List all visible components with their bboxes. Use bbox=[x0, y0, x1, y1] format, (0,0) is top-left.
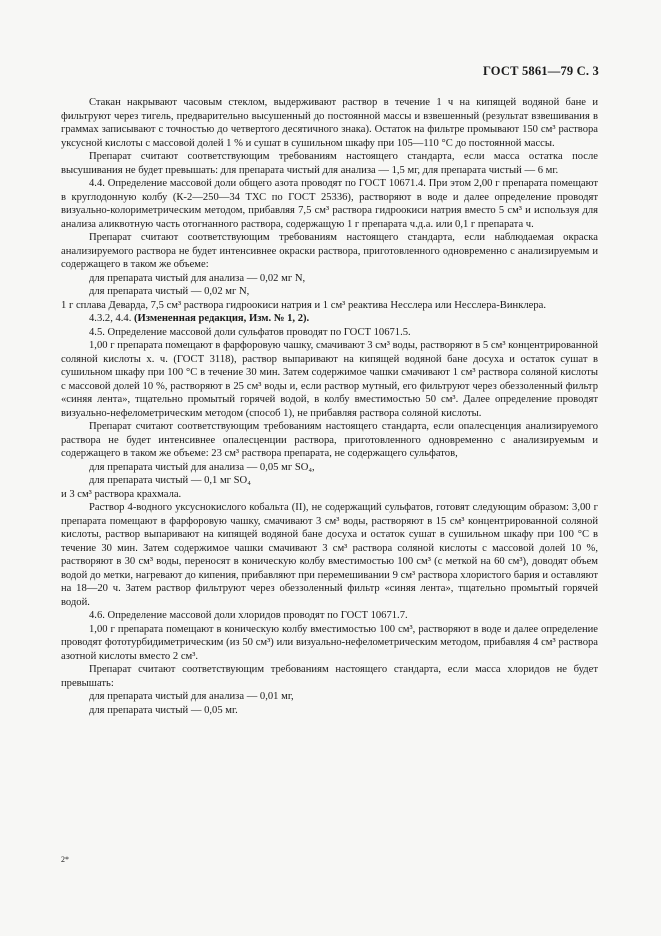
paragraph: Стакан накрывают часовым стеклом, выдерживают раствор в течение 1 ч на кипящей водяной бане и фильтруют через тигель, предварительно высушенный до постоянной массы и взвешенный (результат взвешивания в граммах записывают с точностью до четвертого десятичного знака). Остаток на фильтре промывают 150 см³ раствора уксусной кислоты с массовой долей 1 % и сушат в сушильном шкафу при 105—110 °С до постоянной массы. bbox=[61, 97, 598, 149]
section-heading: 4.6. Определение массовой доли хлоридов проводят по ГОСТ 10671.7. bbox=[89, 610, 408, 621]
list-item: для препарата чистый для анализа — 0,05 мг SO₄, bbox=[89, 461, 315, 473]
revision-sections: 4.3.2, 4.4. bbox=[89, 313, 132, 324]
revision-label: (Измененная редакция, Изм. № 1, 2). bbox=[134, 313, 310, 324]
paragraph: 1,00 г препарата помещают в фарфоровую чашку, смачивают 3 см³ воды, растворяют в 5 см³ концентрированной соляной кислоты х. ч. (ГОСТ 3118), раствор выпаривают на кипящей водяной бане досуха и остаток сушат в сушильном шкафу при 100 °С в течение 30 мин. Затем содержимое чашки смачивают 1 см³ раствора соляной кислоты с массовой долей 10 %, растворяют в 25 см³ воды и, если раствор мутный, его фильтруют через обеззоленный фильтр «синяя лента», тщательно промытый горячей водой, в колбу вместимостью 50 см³. Далее определение проводят визуально-нефелометрическим методом (способ 1), не прибавляя раствора соляной кислоты. bbox=[61, 340, 598, 419]
section-heading: 4.5. Определение массовой доли сульфатов проводят по ГОСТ 10671.5. bbox=[89, 326, 411, 338]
document-body bbox=[61, 96, 598, 717]
paragraph: Препарат считают соответствующим требованиям настоящего стандарта, если опалесценция анализируемого раствора не будет интенсивнее опалесценции раствора, приготовленного одновременно с анализируемым и содержащего в таком же объеме: 23 см³ раствора препарата, не содержащего сульфатов, bbox=[61, 421, 598, 459]
paragraph: 1 г сплава Деварда, 7,5 см³ раствора гидроокиси натрия и 1 см³ реактива Несслера или Несслера-Винклера. bbox=[61, 299, 546, 311]
list-item: для препарата чистый для анализа — 0,01 мг, bbox=[89, 691, 294, 702]
revision-note bbox=[61, 312, 598, 326]
paragraph: Препарат считают соответствующим требованиям настоящего стандарта, если наблюдаемая окраска анализируемого раствора не будет интенсивнее окраски раствора, приготовленного одновременно с анализируемым и содержащего в таком же объеме: bbox=[61, 232, 598, 270]
paragraph: 4.4. Определение массовой доли общего азота проводят по ГОСТ 10671.4. При этом 2,00 г препарата помещают в круглодонную колбу (К-2—250—34 ТХС по ГОСТ 25336), растворяют в воде и далее определение проводят визуально-колориметрическим методом, прибавляя 7,5 см³ раствора гидроокиси натрия вместо 5 см³ и используя для анализа аликвотную часть отогнанного раствора, содержащую 1 г препарата ч.д.а. или 0,1 г препарата ч. bbox=[61, 178, 598, 230]
paragraph: Препарат считают соответствующим требованиям настоящего стандарта, если масса остатка после высушивания не будет превышать: для препарата чистый для анализа — 1,5 мг, для препарата чистый — 6 мг. bbox=[61, 151, 598, 176]
list-item: для препарата чистый — 0,1 мг SO₄ bbox=[89, 475, 251, 486]
page-header: ГОСТ 5861—79 С. 3 bbox=[482, 64, 599, 78]
list-item: для препарата чистый — 0,05 мг. bbox=[89, 704, 238, 716]
footer-mark: 2* bbox=[61, 855, 69, 864]
list-item: для препарата чистый для анализа — 0,02 мг N, bbox=[89, 272, 306, 284]
paragraph: Препарат считают соответствующим требованиям настоящего стандарта, если масса хлоридов не будет превышать: bbox=[61, 664, 598, 689]
paragraph: 1,00 г препарата помещают в коническую колбу вместимостью 100 см³, растворяют в воде и далее определение проводят фототурбидиметрическим (из 50 см³) или визуально-нефелометрическим методом, прибавляя 4 см³ раствора азотной кислоты вместо 2 см³. bbox=[61, 623, 598, 662]
paragraph: Раствор 4-водного уксуснокислого кобальта (II), не содержащий сульфатов, готовят следующим образом: 3,00 г препарата помещают в фарфоровую чашку, смачивают 3 см³ воды, растворяют в 15 см³ концентрированной соляной кислоты, раствор выпаривают на кипящей водяной бане досуха и остаток сушат в сушильном шкафу при 100 °С в течение 30 мин. Затем содержимое чашки смачивают 3 см³ раствора соляной кислоты с массовой долей 10 %, растворяют в 30 см³ воды, переносят в коническую колбу вместимостью 100 см³ (с меткой на 60 см³), доводят объем водой до метки, нагревают до кипения, прибавляют при перемешивании 9 см³ раствора хлористого бария и оставляют на 18—20 ч. Затем раствор фильтруют через обеззоленный фильтр «синяя лента», тщательно промытый горячей водой. bbox=[61, 502, 598, 608]
list-item: для препарата чистый — 0,02 мг N, bbox=[89, 286, 250, 297]
paragraph: и 3 см³ раствора крахмала. bbox=[61, 488, 182, 500]
